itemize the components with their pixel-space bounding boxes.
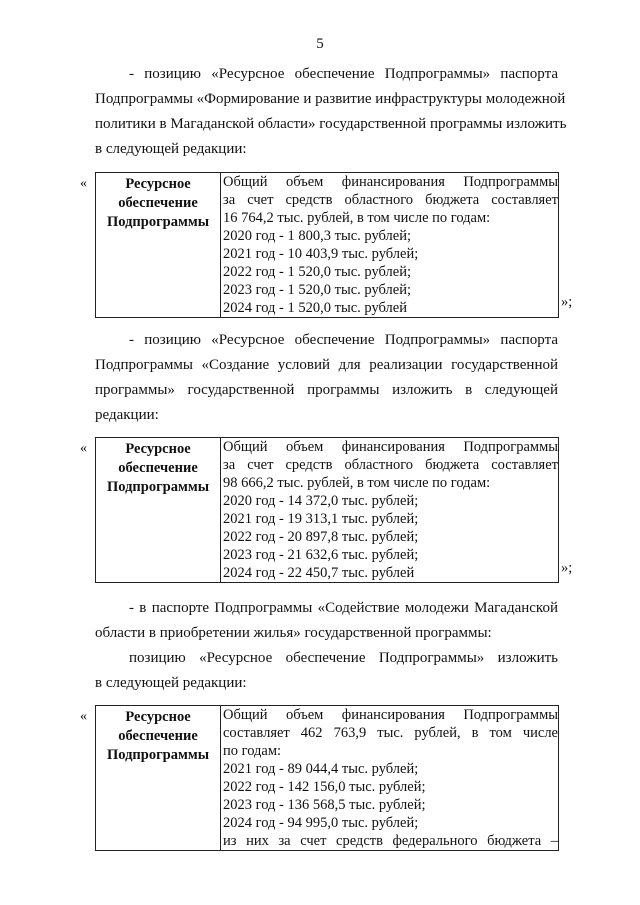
section1-content-line: 16 764,2 тыс. рублей, в том числе по годам: bbox=[223, 210, 491, 226]
section1-content-line: Общий объем финансирования Подпрограммы bbox=[223, 174, 558, 190]
section3-content-cell bbox=[221, 706, 559, 851]
section2-open-quote: « bbox=[80, 441, 87, 456]
section1-line: - позицию «Ресурсное обеспечение Подпрограммы» паспорта bbox=[129, 66, 558, 82]
section1-label-line: обеспечение bbox=[118, 195, 198, 211]
section3-content-line: Общий объем финансирования Подпрограммы bbox=[223, 707, 558, 723]
section1-line: политики в Магаданской области» государственной программы изложить bbox=[95, 116, 567, 132]
section2-content-line: 2020 год - 14 372,0 тыс. рублей; bbox=[223, 493, 419, 509]
section2-content-line: 2021 год - 19 313,1 тыс. рублей; bbox=[223, 511, 419, 527]
section2-line: редакции: bbox=[95, 407, 159, 423]
section2-content-line: 2022 год - 20 897,8 тыс. рублей; bbox=[223, 529, 419, 545]
section1-line: в следующей редакции: bbox=[95, 141, 247, 157]
section3-content-line: составляет 462 763,9 тыс. рублей, в том числе bbox=[223, 725, 558, 741]
section3-intro bbox=[95, 596, 558, 696]
section3-line: позицию «Ресурсное обеспечение Подпрограммы» изложить bbox=[129, 650, 558, 666]
section3-label-line: Ресурсное bbox=[125, 709, 191, 725]
section2-label-line: Подпрограммы bbox=[106, 479, 210, 495]
section1-content-line: за счет средств областного бюджета составляет bbox=[223, 192, 558, 208]
section3-content-line: из них за счет средств федерального бюджета – bbox=[223, 833, 558, 849]
section3-label-line: Подпрограммы bbox=[106, 747, 210, 763]
section2-content-line: 98 666,2 тыс. рублей, в том числе по годам: bbox=[223, 475, 491, 491]
section3-table bbox=[95, 705, 559, 851]
section2-label-cell bbox=[96, 438, 221, 583]
section1-content-cell bbox=[221, 173, 559, 318]
section3-content-line: 2021 год - 89 044,4 тыс. рублей; bbox=[223, 761, 419, 777]
section1-content-line: 2024 год - 1 520,0 тыс. рублей bbox=[223, 300, 407, 316]
section1-label-cell bbox=[96, 173, 221, 318]
section2-content-line: Общий объем финансирования Подпрограммы bbox=[223, 439, 558, 455]
section1-content-line: 2023 год - 1 520,0 тыс. рублей; bbox=[223, 282, 411, 298]
section2-line: программы» государственной программы изложить в следующей bbox=[95, 382, 558, 398]
section2-close-quote: »; bbox=[561, 560, 573, 576]
section2-line: - позицию «Ресурсное обеспечение Подпрограммы» паспорта bbox=[129, 332, 558, 348]
section3-content-line: по годам: bbox=[223, 743, 282, 759]
section1-open-quote: « bbox=[80, 176, 87, 191]
section1-intro bbox=[95, 62, 567, 162]
section3-content-line: 2022 год - 142 156,0 тыс. рублей; bbox=[223, 779, 426, 795]
section3-line: области в приобретении жилья» государственной программы: bbox=[95, 625, 492, 641]
section1-table bbox=[95, 172, 559, 318]
section3-content-line: 2023 год - 136 568,5 тыс. рублей; bbox=[223, 797, 426, 813]
section1-content-line: 2021 год - 10 403,9 тыс. рублей; bbox=[223, 246, 419, 262]
section3-label-cell bbox=[96, 706, 221, 851]
section1-content-line: 2022 год - 1 520,0 тыс. рублей; bbox=[223, 264, 411, 280]
section3-content-line: 2024 год - 94 995,0 тыс. рублей; bbox=[223, 815, 419, 831]
section2-content-line: 2023 год - 21 632,6 тыс. рублей; bbox=[223, 547, 419, 563]
section3-line: - в паспорте Подпрограммы «Содействие молодежи Магаданской bbox=[129, 600, 558, 616]
section2-content-cell bbox=[221, 438, 559, 583]
section1-content-line: 2020 год - 1 800,3 тыс. рублей; bbox=[223, 228, 411, 244]
section1-line: Подпрограммы «Формирование и развитие инфраструктуры молодежной bbox=[95, 91, 566, 107]
section1-label-line: Ресурсное bbox=[125, 176, 191, 192]
section1-close-quote: »; bbox=[561, 294, 573, 310]
section3-label-line: обеспечение bbox=[118, 728, 198, 744]
section2-content-line: 2024 год - 22 450,7 тыс. рублей bbox=[223, 565, 415, 581]
section2-intro bbox=[95, 328, 558, 428]
section2-line: Подпрограммы «Создание условий для реализации государственной bbox=[95, 357, 558, 373]
section2-label-line: обеспечение bbox=[118, 460, 198, 476]
section2-content-line: за счет средств областного бюджета составляет bbox=[223, 457, 558, 473]
section3-open-quote: « bbox=[80, 709, 87, 724]
section2-label-line: Ресурсное bbox=[125, 441, 191, 457]
section1-label-line: Подпрограммы bbox=[106, 214, 210, 230]
page-number: 5 bbox=[316, 36, 324, 52]
section3-line: в следующей редакции: bbox=[95, 675, 247, 691]
section2-table bbox=[95, 437, 559, 583]
